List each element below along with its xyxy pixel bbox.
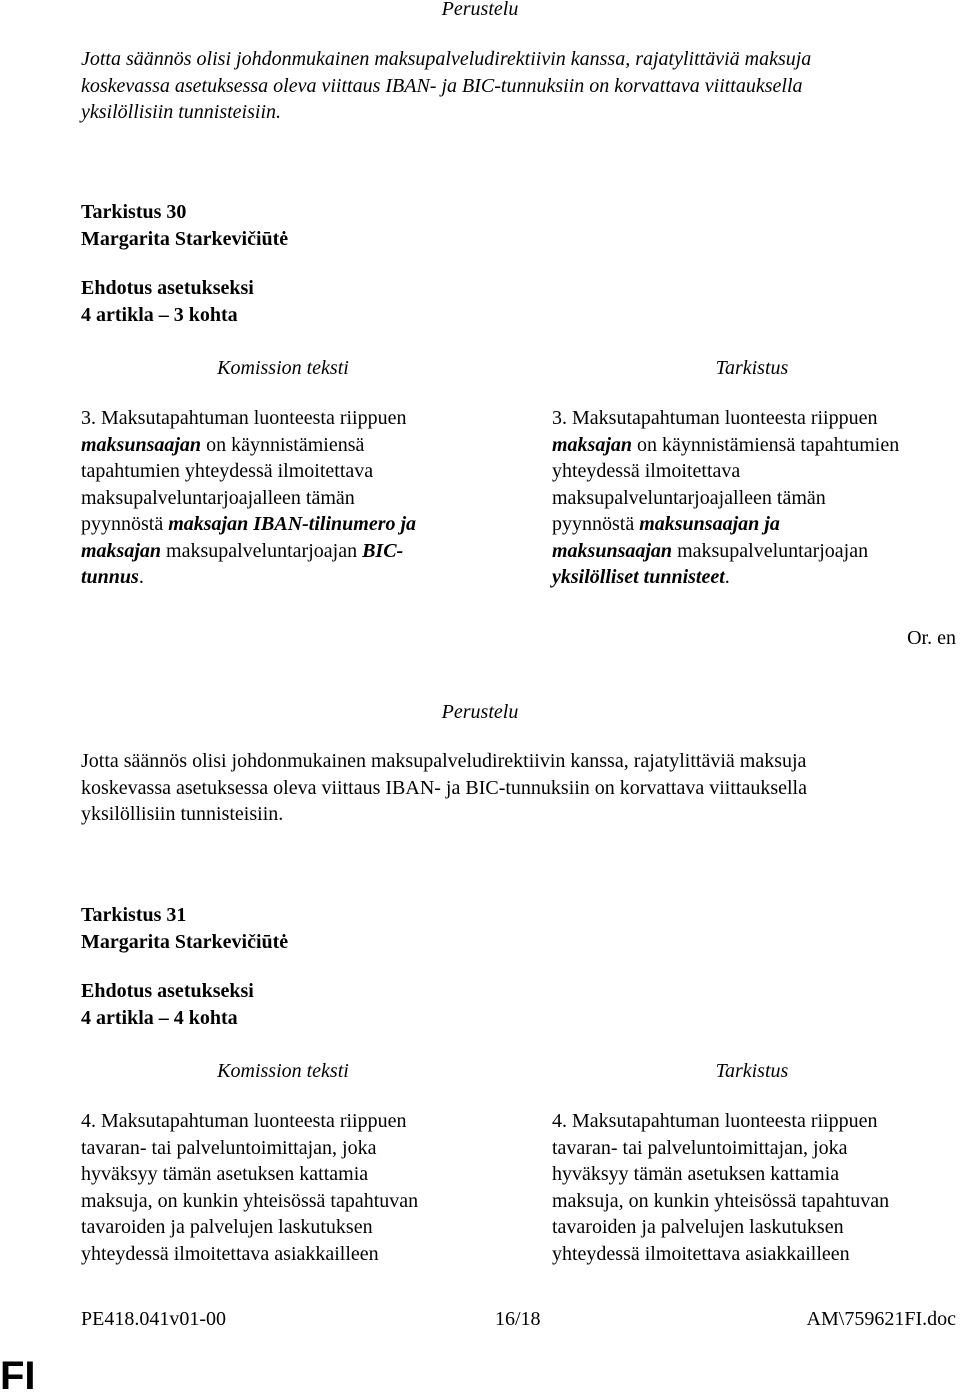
text-line: tapahtumien yhteydessä ilmoitettava <box>81 460 374 482</box>
justification-line: koskevassa asetuksessa oleva viittaus IBAN- ja BIC-tunnuksiin on korvattava viittauksella <box>81 74 803 97</box>
text-line: yhteydessä ilmoitettava <box>552 460 741 482</box>
text-line: tunnus. <box>81 566 144 588</box>
text-line: maksupalveluntarjoajalleen tämän <box>552 486 826 509</box>
justification-line: Jotta säännös olisi johdonmukainen maksupalveludirektiivin kanssa, rajatylittäviä maksuja <box>81 48 812 70</box>
commission-text <box>81 405 481 591</box>
amendment-target <box>81 275 254 328</box>
text-line: maksunsaajan maksupalveluntarjoajan <box>552 539 869 562</box>
text-line: yhteydessä ilmoitettava asiakkailleen <box>552 1242 850 1265</box>
language-mark: FI <box>0 1354 36 1398</box>
footer-doc-ref: PE418.041v01-00 <box>81 1308 226 1330</box>
article-reference: 4 artikla – 4 kohta <box>81 1006 238 1029</box>
text-line: maksuja, on kunkin yhteisössä tapahtuvan <box>552 1189 890 1212</box>
text-line: yhteydessä ilmoitettava asiakkailleen <box>81 1242 379 1265</box>
justification-heading: Perustelu <box>441 701 519 723</box>
text-line: hyväksyy tämän asetuksen kattamia <box>552 1163 840 1185</box>
amendment-number: Tarkistus 31 <box>81 904 187 926</box>
left-column-heading: Komission teksti <box>217 357 349 379</box>
right-column-heading: Tarkistus <box>715 1060 789 1082</box>
right-column-heading: Tarkistus <box>715 357 789 379</box>
amendment-header <box>81 902 288 955</box>
amendment-text <box>552 405 952 591</box>
justification-line: yksilöllisiin tunnisteisiin. <box>81 803 284 825</box>
justification-line: yksilöllisiin tunnisteisiin. <box>81 101 281 123</box>
amendment-number: Tarkistus 30 <box>81 201 187 223</box>
text-line: 3. Maksutapahtuman luonteesta riippuen <box>552 407 878 429</box>
justification-text <box>81 46 941 126</box>
footer-page-number: 16/18 <box>495 1308 541 1330</box>
amendment-target <box>81 978 254 1031</box>
text-line: tavaran- tai palveluntoimittajan, joka <box>81 1136 377 1159</box>
commission-text <box>81 1108 481 1267</box>
amendment-author: Margarita Starkevičiūtė <box>81 227 289 250</box>
text-line: pyynnöstä maksajan IBAN-tilinumero ja <box>81 513 417 535</box>
article-reference: 4 artikla – 3 kohta <box>81 303 238 326</box>
justification-line: koskevassa asetuksessa oleva viittaus IBAN- ja BIC-tunnuksiin on korvattava viittauksella <box>81 776 807 799</box>
amendment-author: Margarita Starkevičiūtė <box>81 930 289 953</box>
justification-line: Jotta säännös olisi johdonmukainen maksupalveludirektiivin kanssa, rajatylittäviä maksuja <box>81 750 807 772</box>
proposal-title: Ehdotus asetukseksi <box>81 980 254 1002</box>
amendment-text <box>552 1108 952 1267</box>
footer-file-name: AM\759621FI.doc <box>806 1308 956 1330</box>
text-line: maksunsaajan on käynnistämiensä <box>81 433 365 456</box>
text-line: tavaroiden ja palvelujen laskutuksen <box>552 1216 844 1238</box>
original-language: Or. en <box>907 627 956 649</box>
text-line: pyynnöstä maksunsaajan ja <box>552 513 780 535</box>
text-line: maksajan maksupalveluntarjoajan BIC- <box>81 539 404 562</box>
text-line: tavaran- tai palveluntoimittajan, joka <box>552 1136 848 1159</box>
text-line: tavaroiden ja palvelujen laskutuksen <box>81 1216 373 1238</box>
left-column-heading: Komission teksti <box>217 1060 349 1082</box>
text-line: 4. Maksutapahtuman luonteesta riippuen <box>81 1110 407 1132</box>
text-line: 3. Maksutapahtuman luonteesta riippuen <box>81 407 407 429</box>
text-line: maksupalveluntarjoajalleen tämän <box>81 486 355 509</box>
amendment-header <box>81 199 288 252</box>
justification-heading: Perustelu <box>441 0 519 20</box>
text-line: maksajan on käynnistämiensä tapahtumien <box>552 433 900 456</box>
proposal-title: Ehdotus asetukseksi <box>81 277 254 299</box>
text-line: hyväksyy tämän asetuksen kattamia <box>81 1163 369 1185</box>
text-line: 4. Maksutapahtuman luonteesta riippuen <box>552 1110 878 1132</box>
justification-text <box>81 748 941 828</box>
text-line: maksuja, on kunkin yhteisössä tapahtuvan <box>81 1189 419 1212</box>
text-line: yksilölliset tunnisteet. <box>552 566 730 588</box>
